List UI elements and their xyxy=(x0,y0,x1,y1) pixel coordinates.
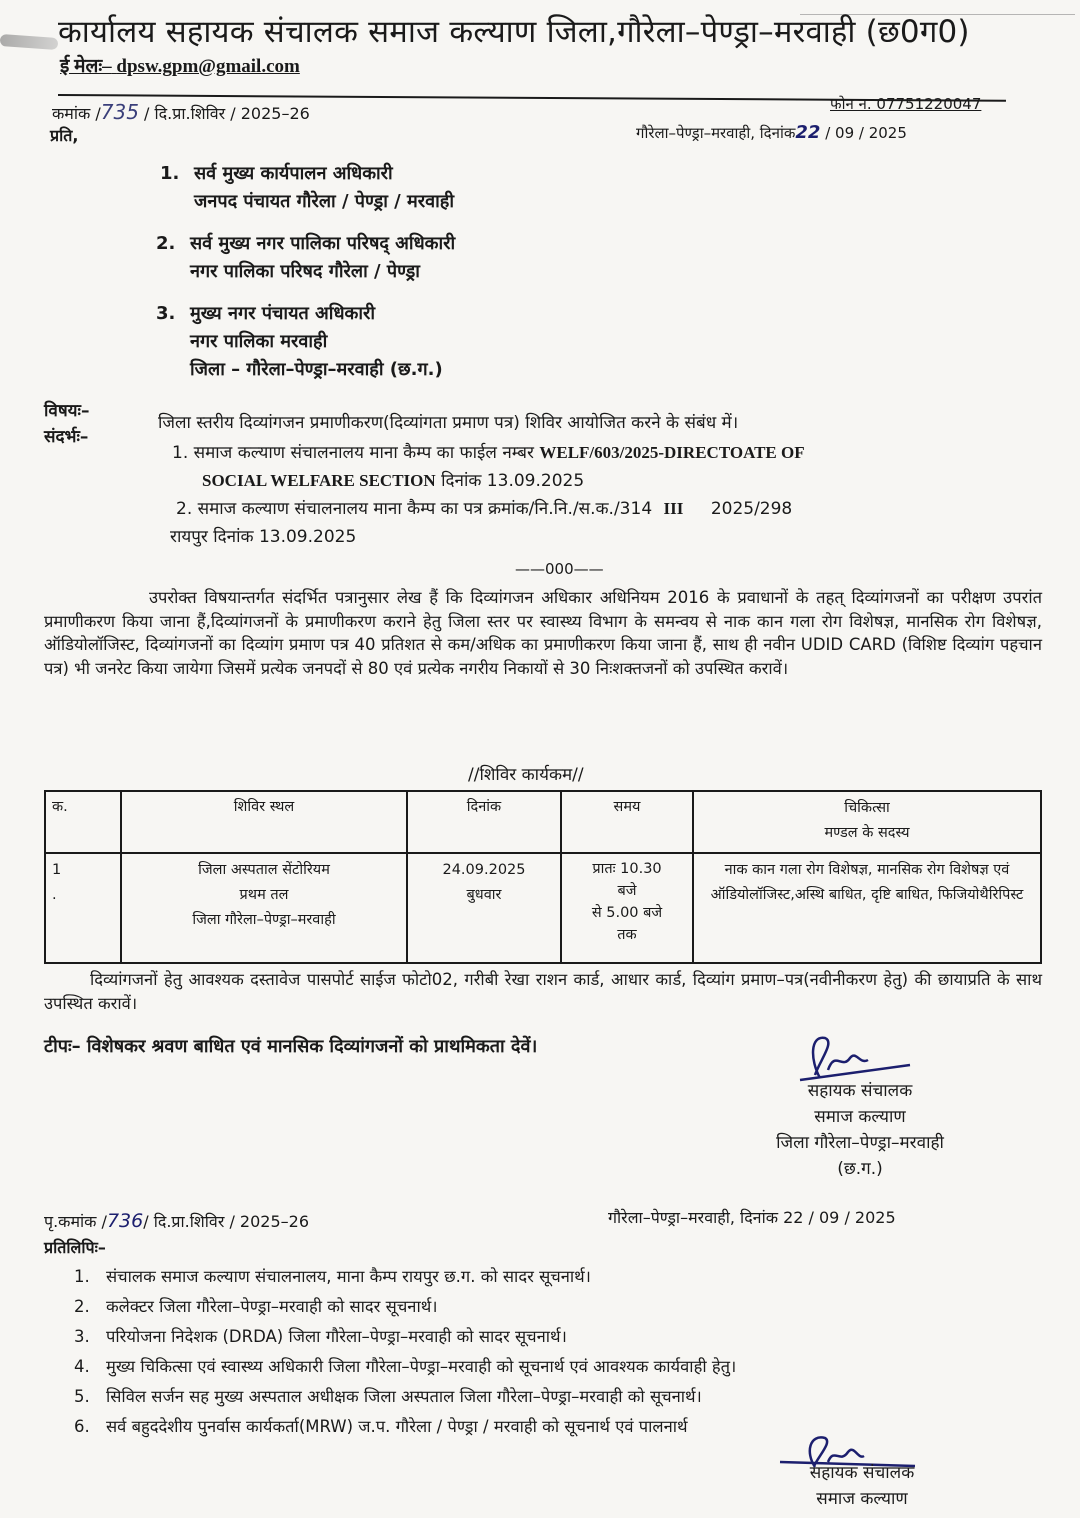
reference-label: संदर्भः– xyxy=(44,427,89,447)
cell-medical-board: नाक कान गला रोग विशेषज्ञ, मानसिक रोग विशेषज्ञ एवं ऑडियोलॉजिस्ट,अस्थि बाधित, दृष्टि बाधित, फिजियोथैरिपिस्ट xyxy=(693,853,1041,963)
email-label: ई मेलः– xyxy=(60,56,112,77)
addressee-2: 2. सर्व मुख्य नगर पालिका परिषद् अधिकारी नगर पालिका परिषद गौरेला / पेण्ड्रा xyxy=(156,233,456,282)
cell-date: 24.09.2025 बुधवार xyxy=(407,853,561,963)
programme-title: //शिविर कार्यकम// xyxy=(468,765,584,785)
signatory-designation: सहायक संचालक xyxy=(807,1081,913,1101)
email-address: dpsw.gpm@gmail.com xyxy=(116,56,300,77)
letter-place-date: गौरेला–पेण्ड्रा–मरवाही, दिनांक22 / 09 / 2025 xyxy=(636,122,907,143)
signatory-designation: सहायक संचालक xyxy=(809,1463,915,1483)
addressee-3: 3. मुख्य नगर पंचायत अधिकारी नगर पालिका मरवाही जिला – गौरेला–पेण्ड्रा–मरवाही (छ.ग.) xyxy=(156,303,443,380)
handwritten-date-day: 22 xyxy=(795,122,821,143)
col-date: दिनांक xyxy=(407,791,561,853)
subject-text: जिला स्तरीय दिव्यांगजन प्रमाणीकरण(दिव्यांगता प्रमाण पत्र) शिविर आयोजित करने के संबंध में। xyxy=(158,413,739,433)
list-item: 2. कलेक्टर जिला गौरेला–पेण्ड्रा–मरवाही को सादर सूचनार्थ। xyxy=(74,1297,438,1316)
cell-venue: जिला अस्पताल सेंटोरियम प्रथम तल जिला गौरेला–पेण्ड्रा–मरवाही xyxy=(121,853,407,963)
signatory-department: समाज कल्याण xyxy=(816,1489,908,1509)
office-title: कार्यालय सहायक संचालक समाज कल्याण जिला,गौरेला–पेण्ड्रा–मरवाही (छ0ग0) xyxy=(58,14,970,50)
col-medical-board: चिकित्सा मण्डल के सदस्य xyxy=(693,791,1041,853)
reference-2-line-2: रायपुर दिनांक 13.09.2025 xyxy=(170,527,357,547)
list-item: 6. सर्व बहुददेशीय पुनर्वास कार्यकर्ता(MRW) ज.प. गौरेला / पेण्ड्रा / मरवाही को सूचनार्थ एवं पालनार्थ xyxy=(74,1417,688,1436)
copy-reference-number: पृ.कमांक /736/ दि.प्रा.शिविर / 2025–26 xyxy=(44,1210,310,1232)
list-item: 3. परियोजना निदेशक (DRDA) जिला गौरेला–पेण्ड्रा–मरवाही को सादर सूचनार्थ। xyxy=(74,1327,567,1346)
copy-place-date: गौरेला–पेण्ड्रा–मरवाही, दिनांक 22 / 09 / 2025 xyxy=(608,1208,896,1227)
col-venue: शिविर स्थल xyxy=(121,791,407,853)
documents-paragraph: दिव्यांगजनों हेतु आवश्यक दस्तावेज पासपोर्ट साईज फोटो02, गरीबी रेखा राशन कार्ड, आधार कार्ड, दिव्यांग प्रमाण–पत्र(नवीनीकरण हेतु) की छायाप्रति के साथ उपस्थित करावें। xyxy=(44,970,1042,1013)
signatory-department: समाज कल्याण xyxy=(814,1107,906,1127)
subject-label: विषयः– xyxy=(44,401,90,421)
to-label: प्रति, xyxy=(50,126,79,145)
reference-1-line-1: 1. समाज कल्याण संचालनालय माना कैम्प का फाईल नम्बर WELF/603/2025-DIRECTOATE OF xyxy=(172,443,805,463)
handwritten-ref-number: 735 xyxy=(100,100,139,124)
col-serial: क. xyxy=(45,791,121,853)
list-item: 4. मुख्य चिकित्सा एवं स्वास्थ्य अधिकारी जिला गौरेला–पेण्ड्रा–मरवाही को सूचनार्थ एवं आवश्यक कार्यवाही हेतु। xyxy=(74,1357,737,1376)
cell-serial: 1 . xyxy=(45,853,121,963)
handwritten-copy-ref-number: 736 xyxy=(106,1210,144,1232)
copy-to-label: प्रतिलिपिः– xyxy=(44,1238,106,1257)
list-item: 5. सिविल सर्जन सह मुख्य अस्पताल अधीक्षक जिला अस्पताल जिला गौरेला–पेण्ड्रा–मरवाही को सूचनार्थ। xyxy=(74,1387,702,1406)
signatory-state: (छ.ग.) xyxy=(837,1159,883,1179)
body-paragraph: उपरोक्त विषयान्तर्गत संदर्भित पत्रानुसार लेख हैं कि दिव्यांगजन अधिकार अधिनियम 2016 के प्रवाधानों के तहत् दिव्यांगजनों का परीक्षण उपरांत प्रमाणीकरण किया जाना हैं,दिव्यांगजनों के प्रमाणीकरण कराने हेतु जिला स्तर पर स्वास्थ्य विभाग के समन्वय से नाक कान गला रोग विशेषज्ञ, मानसिक रोग विशेषज्ञ, ऑडियोलॉजिस्ट, दिव्यांगजनों का दिव्यांग प्रमाण पत्र 40 प्रतिशत से कम/अधिक का प्रमाणीकरण किया जाना हैं, साथ ही नवीन UDID CARD (विशिष्ट दिव्यांग पहचान पत्र) भी जनरेट किया जायेगा जिसमें प्रत्येक जनपदों से 80 एवं प्रत्येक नगरीय निकायों से 30 निःशक्तजनों को उपस्थित करावें। xyxy=(44,588,1042,678)
list-item: 1. संचालक समाज कल्याण संचालनालय, माना कैम्प रायपुर छ.ग. को सादर सूचनार्थ। xyxy=(74,1267,591,1286)
section-divider: ——000—— xyxy=(515,560,604,578)
scan-smudge xyxy=(0,34,58,50)
cell-time: प्रातः 10.30 बजे से 5.00 बजे तक xyxy=(561,853,693,963)
reference-1-line-2: SOCIAL WELFARE SECTION दिनांक 13.09.2025 xyxy=(202,471,585,491)
camp-schedule-table xyxy=(44,790,1042,964)
addressee-1: 1. सर्व मुख्य कार्यपालन अधिकारी जनपद पंचायत गौरेला / पेण्ड्रा / मरवाही xyxy=(160,163,454,212)
signature-block-1 xyxy=(760,1078,960,1182)
table-header-row xyxy=(45,791,1041,853)
copy-to-list xyxy=(74,1262,736,1442)
table-row xyxy=(45,853,1041,963)
signature-block-2 xyxy=(762,1460,962,1512)
signatory-district: जिला गौरेला–पेण्ड्रा–मरवाही xyxy=(776,1133,944,1153)
email-line xyxy=(60,52,300,78)
letter-reference-number: कमांक /735 / दि.प्रा.शिविर / 2025–26 xyxy=(52,100,310,124)
reference-2-line-1: 2. समाज कल्याण संचालनालय माना कैम्प का पत्र क्रमांक/नि.नि./स.क./314 III 2025/298 xyxy=(176,499,793,519)
phone-number: फोन न. 07751220047 xyxy=(830,95,982,113)
note-priority: टीपः– विशेषकर श्रवण बाधित एवं मानसिक दिव्यांगजनों को प्राथमिकता देवें। xyxy=(44,1036,538,1057)
col-time: समय xyxy=(561,791,693,853)
